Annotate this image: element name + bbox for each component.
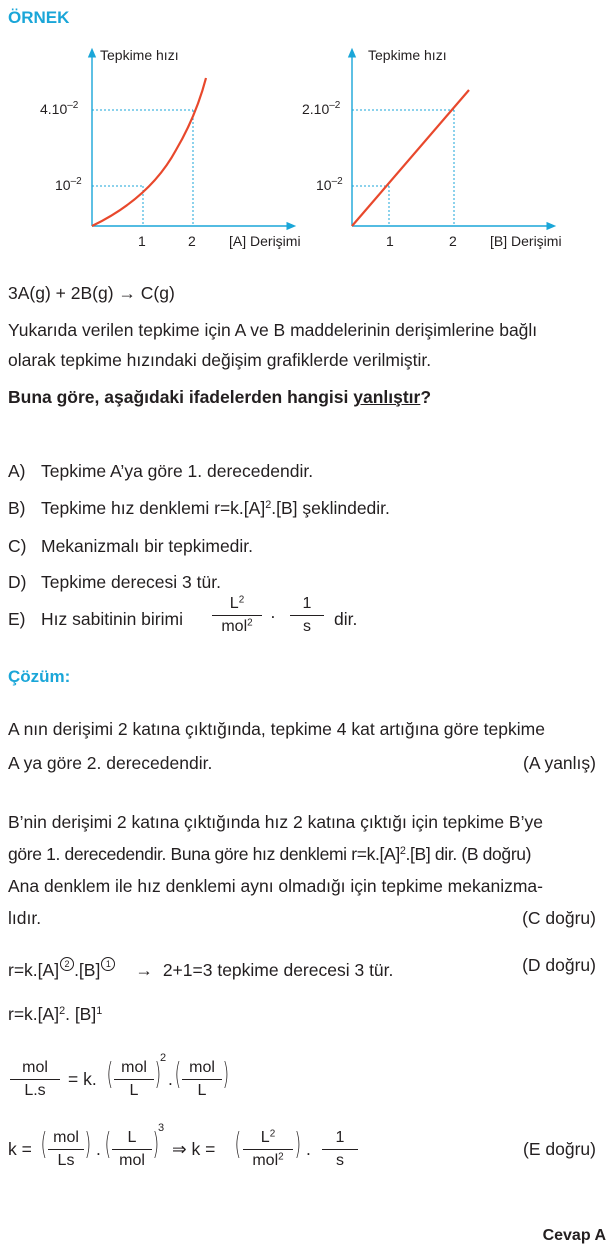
verdict-d: (D doğru) — [522, 955, 596, 975]
chart-a-ytick-2: $4.10^{-2}$ — [40, 100, 79, 117]
chart-b-ytick-2: $2.10^{-2}$ — [302, 100, 341, 117]
solution-p2-line3: Ana denklem ile hız denklemi aynı olmadığı için tepkime mekanizma- — [8, 876, 543, 896]
chart-a-curve — [92, 78, 206, 226]
chart-a-xtick-1: 1 — [138, 233, 146, 249]
chart-a — [40, 47, 301, 249]
verdict-c: (C doğru) — [522, 908, 596, 928]
solution-p2-line1: B’nin derişimi 2 katına çıktığında hız 2 katına çıktığı için tepkime B’ye — [8, 812, 543, 832]
question-prompt: Buna göre, aşağıdaki ifadelerden hangisi yanlıştır? — [8, 387, 432, 407]
option-a[interactable]: A) Tepkime A’ya göre 1. derecedendir. — [8, 461, 314, 481]
answer-label: Cevap A — [542, 1227, 606, 1244]
solution-heading: Çözüm: — [8, 667, 71, 686]
solution-p1-line1: A nın derişimi 2 katına çıktığında, tepkime 4 kat artığına göre tepkime — [8, 719, 545, 739]
example-title: ÖRNEK — [8, 8, 70, 27]
verdict-e: (E doğru) — [523, 1139, 596, 1159]
chart-a-ytick-1: $10^{-2}$ — [55, 176, 82, 193]
chart-a-xtick-2: 2 — [188, 233, 196, 249]
option-e-fraction-1: $L^2$ mol$^2$ — [212, 596, 262, 635]
solution-p2-line2: göre 1. derecedendir. Buna göre hız denklemi $r=k.[A]^2.[B]$ dir. (B doğru) — [8, 844, 532, 864]
chart-b-xlabel: [B] Derişimi — [490, 233, 562, 249]
chart-b — [302, 47, 562, 249]
verdict-a: (A yanlış) — [523, 753, 596, 773]
question-text-line2: olarak tepkime hızındaki değişim grafiklerde verilmiştir. — [8, 350, 432, 370]
question-text-line1: Yukarıda verilen tepkime için A ve B maddelerinin derişimlerine bağlı — [8, 320, 538, 340]
option-c[interactable]: C) Mekanizmalı bir tepkimedir. — [8, 536, 254, 556]
solution-p1-line2: A ya göre 2. derecedendir. — [8, 753, 213, 773]
option-e-fraction-2: 1 s — [290, 596, 324, 635]
order-sum-line: r=k.[A] 2 .[B] 1 → 2+1=3 tepkime derecesi 3 tür. — [8, 959, 394, 980]
solution-p2-line4: lıdır. — [8, 908, 42, 928]
rate-graphs — [0, 38, 616, 260]
option-b[interactable]: B) Tepkime hız denklemi $r=k.[A]^2.[B]$ şeklindedir. — [8, 498, 390, 518]
chart-b-ylabel: Tepkime hızı — [368, 47, 447, 63]
chart-b-xtick-1: 1 — [386, 233, 394, 249]
option-d[interactable]: D) Tepkime derecesi 3 tür. — [8, 572, 221, 592]
rate-equation: $r=k.[A]^2$. $[B]^1$ — [8, 1004, 103, 1024]
chart-a-xlabel: [A] Derişimi — [229, 233, 301, 249]
reaction-equation: 3A(g) + 2B(g) → C(g) — [8, 283, 175, 303]
chart-a-ylabel: Tepkime hızı — [100, 47, 179, 63]
chart-b-ytick-1: $10^{-2}$ — [316, 176, 343, 193]
chart-b-xtick-2: 2 — [449, 233, 457, 249]
